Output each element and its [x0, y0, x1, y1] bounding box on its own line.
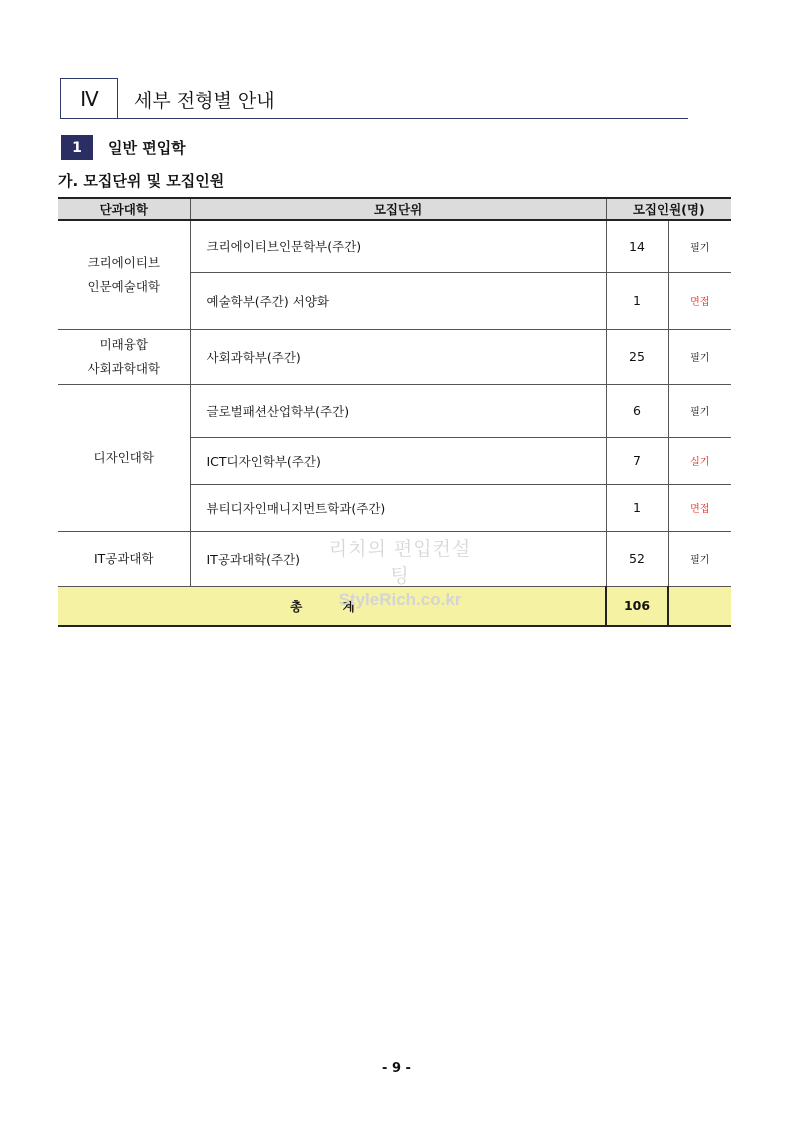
section-number: Ⅳ [60, 78, 118, 119]
table-row [58, 531, 731, 586]
total-empty-cell [668, 586, 731, 626]
unit-cell: 글로벌패션산업학부(주간) [190, 384, 606, 437]
section-title: 세부 전형별 안내 [134, 90, 275, 112]
count-cell: 52 [606, 531, 668, 586]
subsubsection-title: 가. 모집단위 및 모집인원 [58, 172, 225, 190]
table-header-row [58, 198, 731, 220]
table-row [58, 384, 731, 437]
count-cell: 7 [606, 437, 668, 484]
unit-cell: 예술학부(주간) 서양화 [190, 272, 606, 329]
header-unit: 모집단위 [190, 198, 606, 220]
method-cell: 필기 [668, 531, 731, 586]
unit-cell: 크리에이티브인문학부(주간) [190, 220, 606, 272]
recruitment-table [58, 197, 731, 627]
college-cell: 미래융합 사회과학대학 [58, 329, 190, 384]
count-cell: 14 [606, 220, 668, 272]
method-cell: 필기 [668, 220, 731, 272]
method-cell: 면접 [668, 484, 731, 531]
count-cell: 1 [606, 272, 668, 329]
college-cell: 크리에이티브 인문예술대학 [58, 220, 190, 329]
watermark-line2: StyleRich.co.kr [338, 590, 462, 609]
section-divider [60, 118, 688, 119]
total-row [58, 586, 731, 626]
unit-cell: 뷰티디자인매니지먼트학과(주간) [190, 484, 606, 531]
college-cell: 디자인대학 [58, 384, 190, 531]
unit-cell: IT공과대학(주간) [190, 531, 606, 586]
method-cell: 필기 [668, 384, 731, 437]
unit-cell: ICT디자인학부(주간) [190, 437, 606, 484]
table-row [58, 329, 731, 384]
total-label: 총 계 [58, 586, 606, 626]
college-cell: IT공과대학 [58, 531, 190, 586]
count-cell: 6 [606, 384, 668, 437]
method-cell: 필기 [668, 329, 731, 384]
method-cell: 면접 [668, 272, 731, 329]
table-row [58, 220, 731, 272]
unit-cell: 사회과학부(주간) [190, 329, 606, 384]
total-count: 106 [606, 586, 668, 626]
count-cell: 25 [606, 329, 668, 384]
subsection-title: 일반 편입학 [108, 139, 186, 157]
header-college: 단과대학 [58, 198, 190, 220]
count-cell: 1 [606, 484, 668, 531]
method-cell: 실기 [668, 437, 731, 484]
page-number: - 9 - [382, 1061, 411, 1076]
header-count: 모집인원(명) [606, 198, 731, 220]
subsection-number-badge: 1 [61, 135, 93, 160]
watermark-line1: 리치의 편입컨설팅 [328, 538, 472, 587]
